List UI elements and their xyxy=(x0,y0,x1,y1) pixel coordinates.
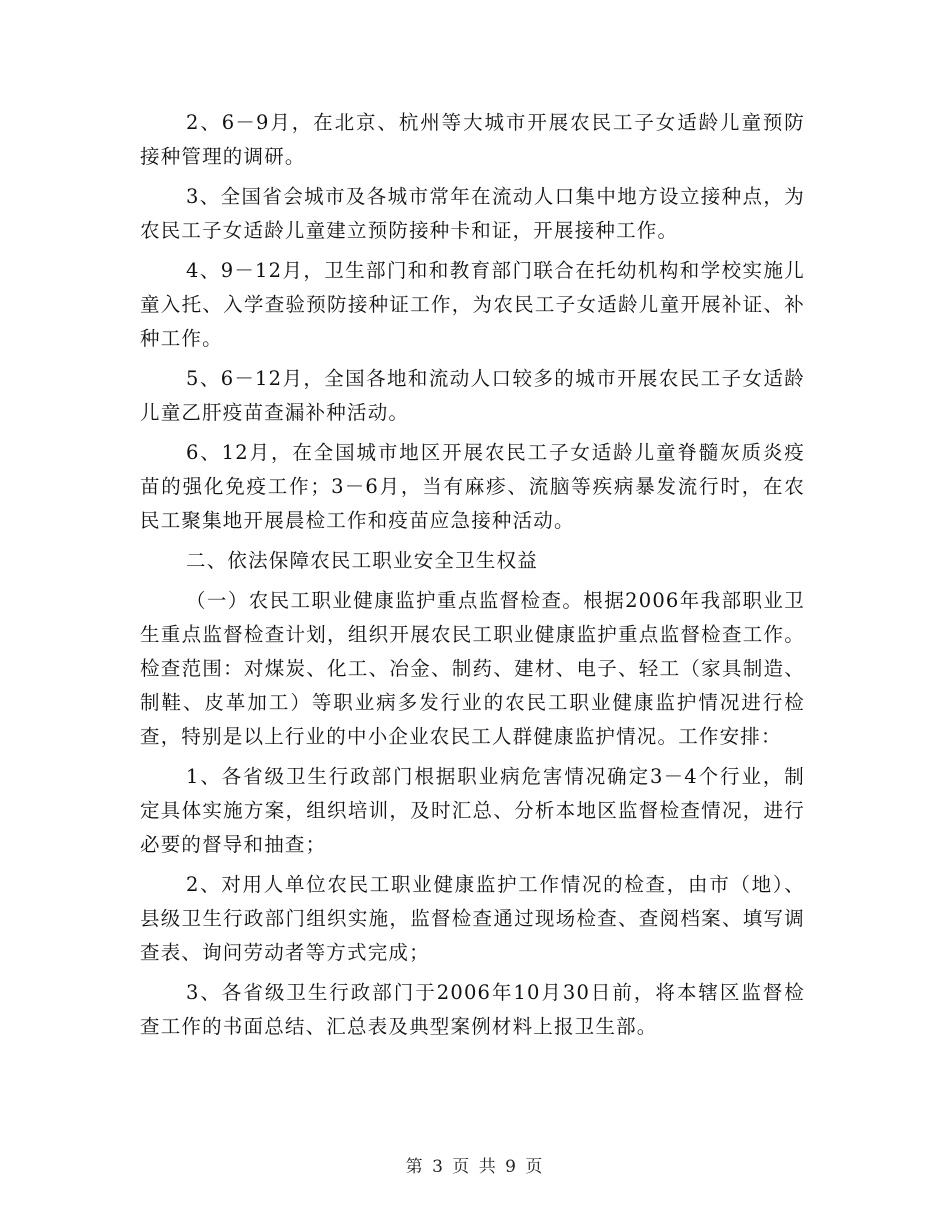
arrangement-item-3: 3、各省级卫生行政部门于2006年10月30日前，将本辖区监督检查工作的书面总结、汇总表及典型案例材料上报卫生部。 xyxy=(140,981,805,1038)
paragraph-item-3: 3、全国省会城市及各城市常年在流动人口集中地方设立接种点，为农民工子女适龄儿童建立预防接种卡和证，开展接种工作。 xyxy=(140,185,805,242)
page-number-footer: 第 3 页 共 9 页 xyxy=(405,1157,545,1177)
paragraph-item-2: 2、6－9月，在北京、杭州等大城市开展农民工子女适龄儿童预防接种管理的调研。 xyxy=(140,111,805,168)
arrangement-item-2: 2、对用人单位农民工职业健康监护工作情况的检查，由市（地）、县级卫生行政部门组织实施，监督检查通过现场检查、查阅档案、填写调查表、询问劳动者等方式完成； xyxy=(140,873,805,964)
arrangement-item-1: 1、各省级卫生行政部门根据职业病危害情况确定3－4个行业，制定具体实施方案，组织培训，及时汇总、分析本地区监督检查情况，进行必要的督导和抽查； xyxy=(140,765,805,856)
document-body xyxy=(140,106,805,1050)
paragraph-item-5: 5、6－12月，全国各地和流动人口较多的城市开展农民工子女适龄儿童乙肝疫苗查漏补种活动。 xyxy=(140,367,805,424)
section-heading: 二、依法保障农民工职业安全卫生权益 xyxy=(186,549,538,572)
paragraph-item-4: 4、9－12月，卫生部门和和教育部门联合在托幼机构和学校实施儿童入托、入学查验预防接种证工作，为农民工子女适龄儿童开展补证、补种工作。 xyxy=(140,259,805,350)
paragraph-item-6: 6、12月，在全国城市地区开展农民工子女适龄儿童脊髓灰质炎疫苗的强化免疫工作；3－6月，当有麻疹、流脑等疾病暴发流行时，在农民工聚集地开展晨检工作和疫苗应急接种活动。 xyxy=(140,441,805,532)
subsection-paragraph: （一）农民工职业健康监护重点监督检查。根据2006年我部职业卫生重点监督检查计划，组织开展农民工职业健康监护重点监督检查工作。检查范围：对煤炭、化工、冶金、制药、建材、电子、轻工（家具制造、制鞋、皮革加工）等职业病多发行业的农民工职业健康监护情况进行检查，特别是以上行业的中小企业农民工人群健康监护情况。工作安排： xyxy=(140,589,805,748)
